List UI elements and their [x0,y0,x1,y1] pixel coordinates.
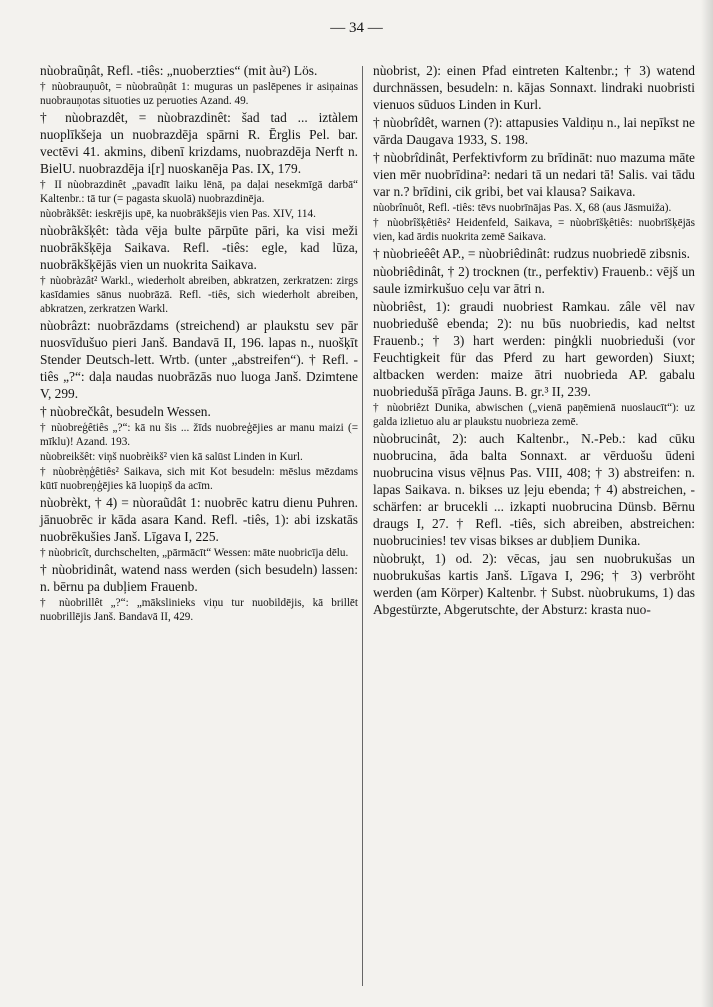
dictionary-entry: † nùobràzât² Warkl., wiederholt abreiben, abkratzen, zerkratzen: zirgs kasīdamies sānus nuobrāzā. Refl. -tiês, sich wiederholt abreiben, abkratzen, zerkratzen Warkl. [40,275,358,315]
dictionary-entry: nùobrînuôt, Refl. -tiês: tēvs nuobrīnājas Pas. X, 68 (aus Jāsmuiža). [373,202,672,214]
dictionary-entry: nùobriêdinât, † 2) trocknen (tr., perfektiv) Frauenb.: vējš un saule izmirkušuo ceļu var ātri n. [373,264,695,296]
dictionary-entry: nùobriêst, 1): graudi nuobriest Ramkau. zâle vēl nav nuobriedušê ebenda; 2): nu būs nuobriedis, kad neltst Frauenb.; † 3) hart werden: pinģkli nuobrieduši (vor Feuchtigkeit für das Pferd zu hart geworden) Siuxt; altbacken werden: maize ātri nuobrieda AP. gabalu nuobriedušā pīrāga Jauns. B. gr.³ II, 239. [373,299,695,399]
dictionary-entry: † nùobrîdêt, warnen (?): attapusies Valdiņu n., lai nepīkst ne vārda Daugava 1933, S. 198. [373,115,695,147]
dictionary-entry: † nùobreģêtiês „?“: kā nu šis ... žīds nuobreģējies ar manu maizi (= mīklu)! Azand. 193. [40,422,358,448]
dictionary-entry: † nùobrillêt „?“: „mākslinieks viņu tur nuobildējis, kā brillēt nuobrillējis Janš. Bandavā II, 429. [40,597,358,623]
dictionary-entry: nùobreikšêt: viņš nuobrèikš² vien kā salūst Linden in Kurl. [40,451,303,463]
dictionary-entry: † nùobricît, durchschelten, „pārmācīt“ Wessen: māte nuobricīja dēlu. [40,547,349,559]
page-number: — 34 — [330,20,383,36]
dictionary-entry: nùobrâzt: nuobrāzdams (streichend) ar plaukstu sev pār nuosvīdušuo pieri Janš. Bandavā II, 196. lapas n., nuošķīt Stender Deutsch-lett. Wrtb. (unter „abstreifen“). † Refl. -tiês „?“: daļa naudas nuobrāzās nuo luoga Janš. Dzimtene V, 299. [40,318,358,401]
dictionary-entry: † nùobridinât, watend nass werden (sich besudeln) lassen: n. bērnu pa dubļiem Frauenb. [40,562,358,594]
dictionary-entry: † nùobrečkât, besudeln Wessen. [40,404,211,419]
dictionary-entry: † nùobriêzt Dunika, abwischen („vienā paņēmienā nuoslaucīt“): uz galda izlietuo alu ar plaukstu nuobrieza zemē. [373,402,695,428]
column-divider [362,66,363,986]
left-column [40,62,358,625]
dictionary-entry: † nùobrauņuôt, = nùobraũņât 1: muguras un paslēpenes ir asiņainas nuobrauņotas situoties uz peruoties Azand. 49. [40,81,358,107]
dictionary-entry: nùobrãkšķêt: tàda vēja bulte pārpūte pāri, ka visi meži nuobrākšķēja Saikava. Refl. -tiês: egle, kad lūza, nuobrākšķējās vien un nuokrita Saikava. [40,223,358,272]
dictionary-entry: † nùobrazdêt, = nùobrazdinêt: šad tad ... iztàlem nuoplīkšeja un nuobrazdēja spārni R. Ērglis Pel. bar. vectēvi 41. akmins, dibenī krizdams, nuobrazdēja Nerft n. BielU. nuobrazdēja i[r] nuoskanēja Pas. IX, 179. [40,110,358,176]
dictionary-entry: nùobrist, 2): einen Pfad eintreten Kaltenbr.; † 3) watend durchnässen, besudeln: n. kājas Sonnaxt. lindraki nuobristi vienuos sūduos Linden in Kurl. [373,63,695,112]
dictionary-entry: † nùobrîdinât, Perfektivform zu brīdināt: nuo mazuma māte vien mēr nuobrīdina²: nedari tā un nedari tā! Salis. vai tādu var n.? brīdini, cik gribi, bet vai klausa? Saikava. [373,150,695,199]
dictionary-entry: nùobrãkšêt: ieskrējis upē, ka nuobrākšējis vien Pas. XIV, 114. [40,208,316,220]
dictionary-entry: † nùobrieêêt AP., = nùobriêdinât: rudzus nuobriedē zibsnis. [373,246,690,261]
dictionary-entry: nùobrucinât, 2): auch Kaltenbr., N.-Peb.: kad cūku nuobrucina, āda balta Sonnaxt. ar vērduošu ūdeni nuobrucina visus vēļnus Pas. VIII, 408; † 3) abstreifen: n. lapas Saikava. n. bikses uz ļeju ebenda; † 4) abstreichen, -schärfen: ar brucekli ... izkapti nuobrucina Dünsb. Bērnu draugs I, 27. † Refl. -tiês, sich abreiben, abstreichen: nuobrucinies! tev visas bikses ar dubļiem Dunika. [373,431,695,548]
dictionary-entry: † II nùobrazdinêt „pavadīt laiku lēnā, pa daļai nesekmīgā darbā“ Kaltenbr.: tā tur (= pagasta skuolā) nuobrazdinēja. [40,179,358,205]
page-edge-shadow [701,0,713,1007]
dictionary-entry: nùobruķt, 1) od. 2): vēcas, jau sen nuobrukušas un nuobrukušas kartis Janš. Līgava I, 296; † 3) verbröht werden (am Körper) Kaltenbr. † Subst. nùobrukums, 1) das Abgestürzte, Abgerutschte, der Absturz: krasta nuo- [373,551,695,617]
dictionary-entry: † nùobrîšķêtiês² Heidenfeld, Saikava, = nùobrīšķêtiês: nuobrīšķējās vien, kad ārdis nuokrita zemē Saikava. [373,217,695,243]
dictionary-entry: † nùobrèņģêtiês² Saikava, sich mit Kot besudeln: mēslus mēzdams kūtī nuobreņģējies kā luopiņš da acīm. [40,466,358,492]
dictionary-entry: nùobraũņât, Refl. -tiês: „nuoberzties“ (mit àu²) Lös. [40,63,318,78]
right-column [373,62,695,619]
dictionary-entry: nùobrèkt, † 4) = nùoraũdât 1: nuobrēc katru dienu Puhren. jānuobrēc ir kāda asara Kand. Refl. -tiês, 1): abi izskatās nuobrēkušies Janš. Līgava I, 225. [40,495,358,544]
